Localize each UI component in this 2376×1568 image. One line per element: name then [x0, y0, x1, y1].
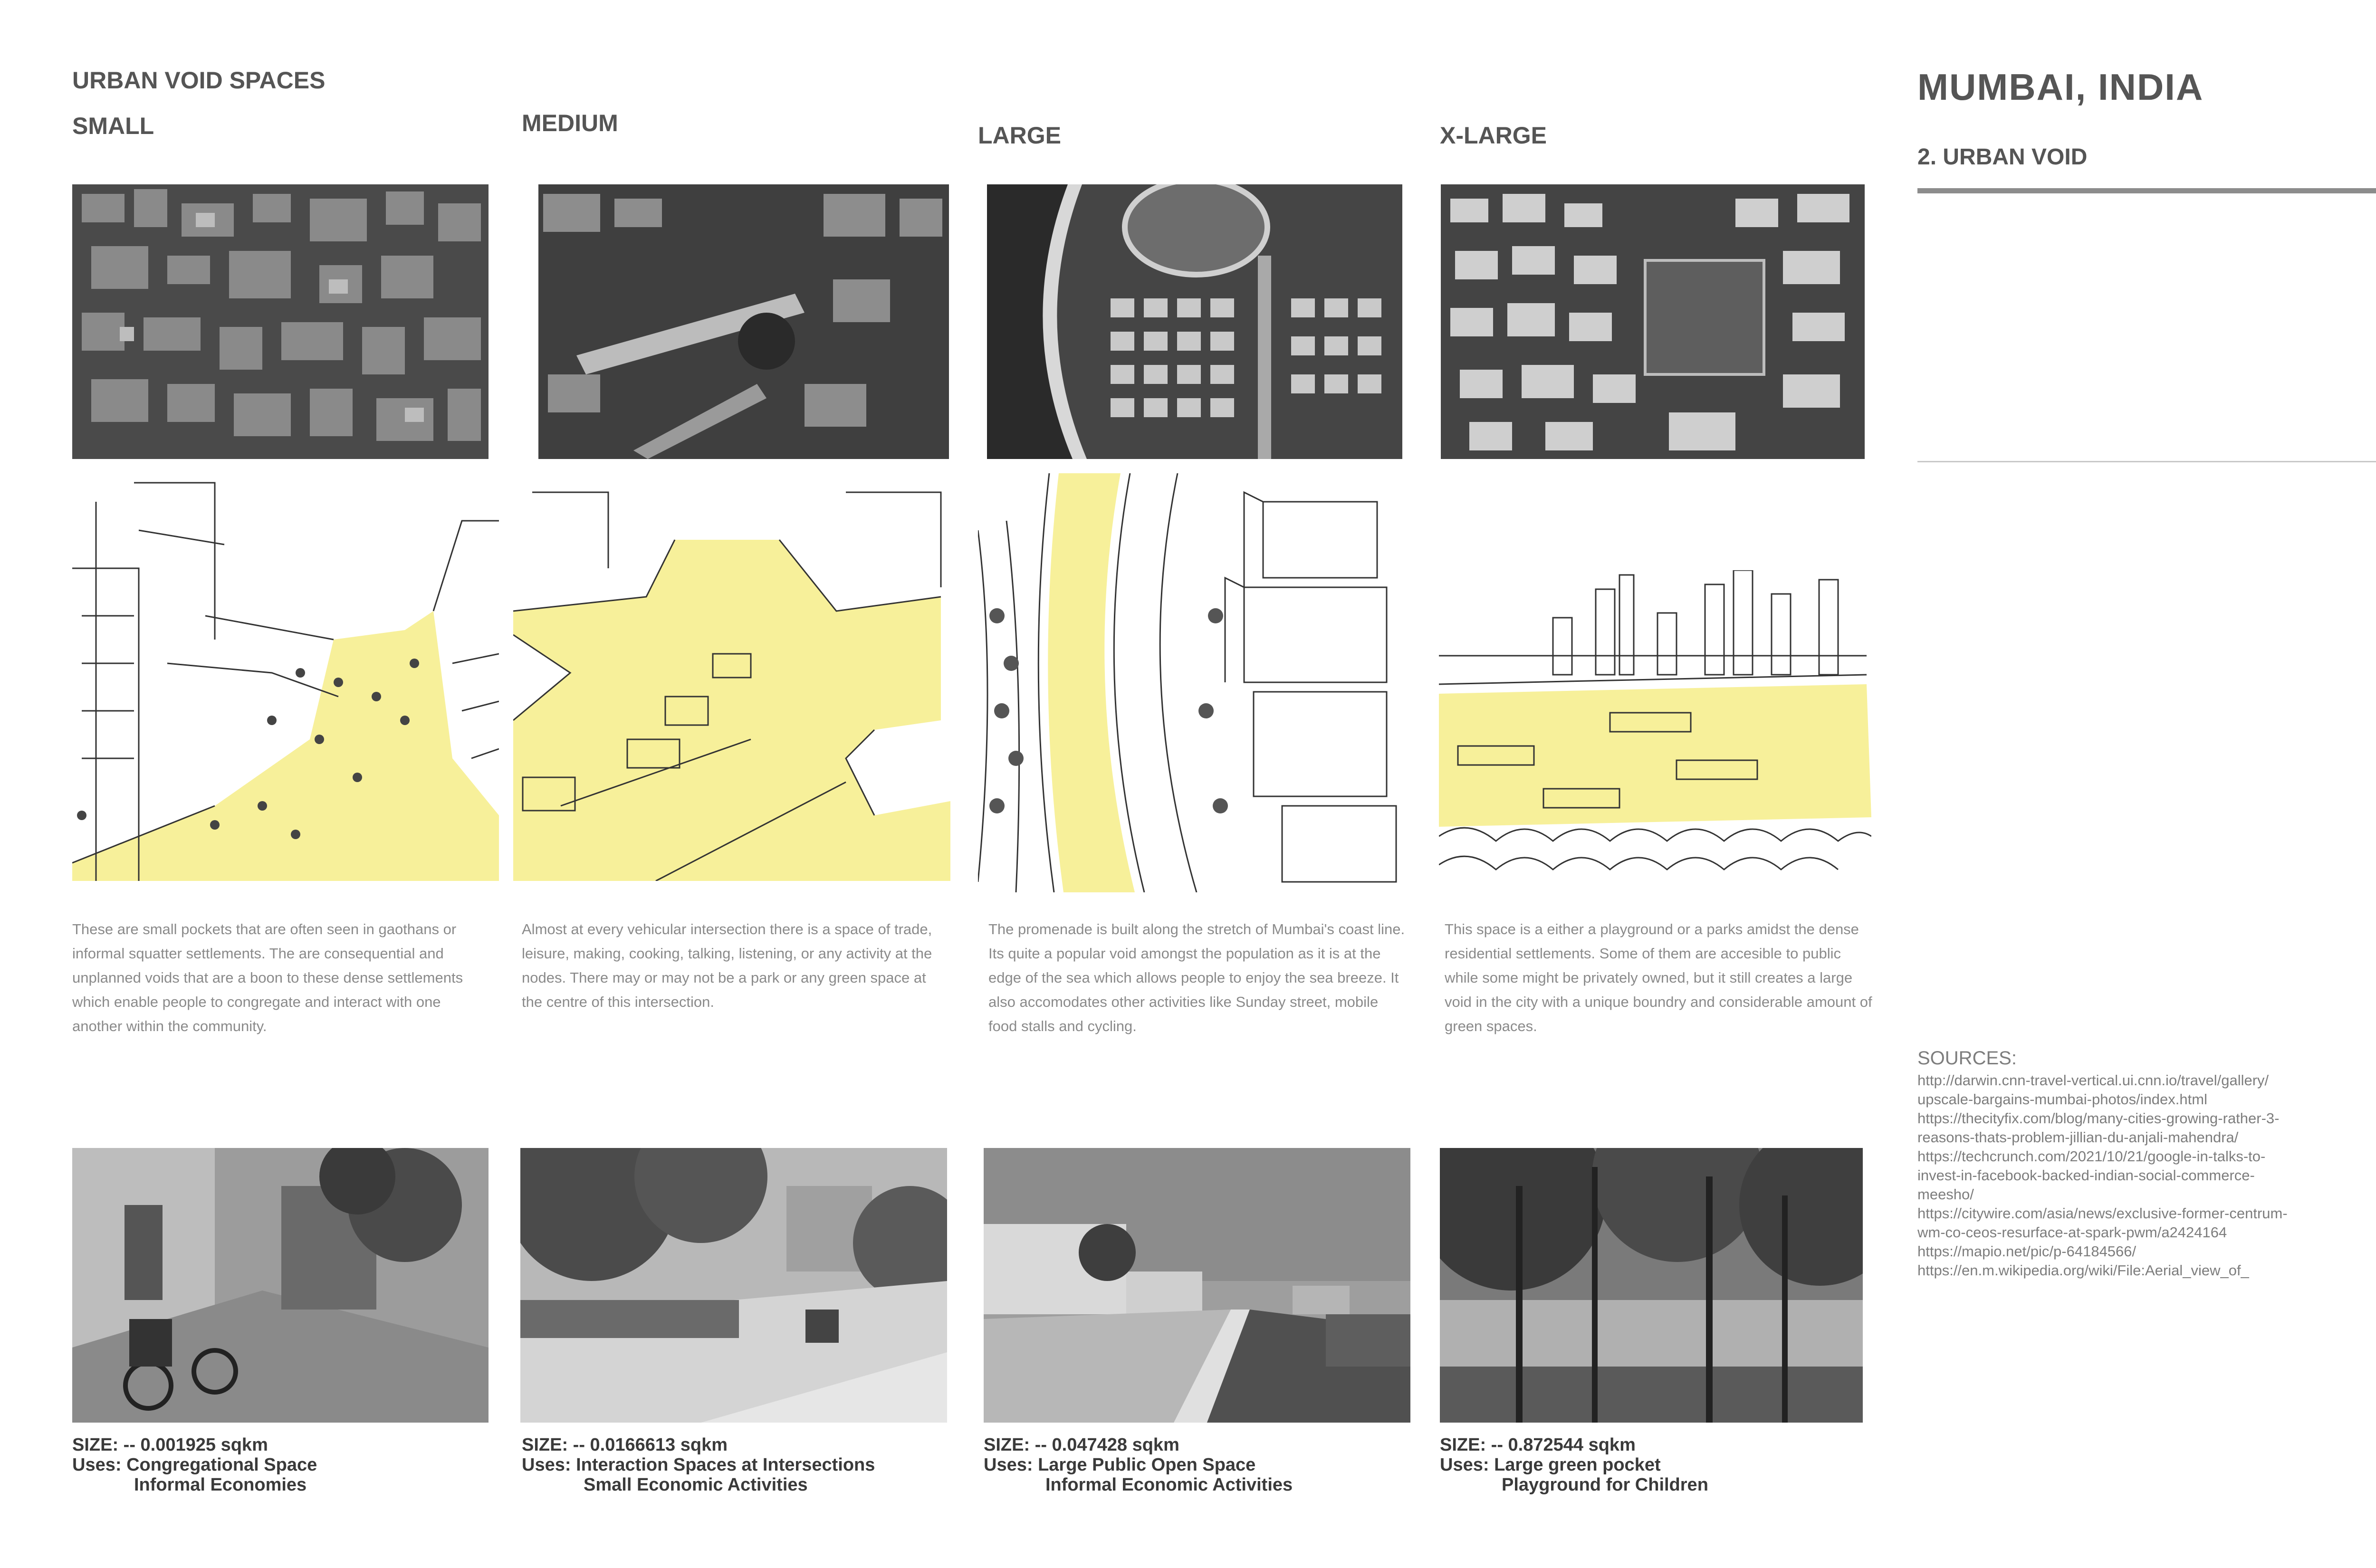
description-medium: Almost at every vehicular intersection there is a space of trade, leisure, making, cooking, talking, listening, or any activity at the nodes. There may or may not be a park or any green space at the centre of this intersection. — [522, 921, 932, 1010]
aerial-photo-medium — [538, 184, 949, 459]
aerial-photo-large — [987, 184, 1402, 459]
size-value: SIZE: -- 0.872544 sqkm — [1440, 1435, 1636, 1455]
category-xlarge-label: X-LARGE — [1440, 122, 1547, 149]
size-uses-medium — [522, 1435, 875, 1495]
size-uses-large — [984, 1435, 1293, 1495]
uses-label: Uses: — [1440, 1455, 1489, 1475]
use-item: Small Economic Activities — [584, 1475, 808, 1495]
use-item: Informal Economies — [134, 1475, 307, 1495]
size-value: SIZE: -- 0.001925 sqkm — [72, 1435, 268, 1455]
street-photo-medium — [520, 1148, 947, 1423]
divider-rule — [1917, 461, 2376, 462]
source-link[interactable]: wm-co-ceos-resurface-at-spark-pwm/a2424164 — [1917, 1224, 2227, 1241]
aerial-photo-small — [72, 184, 489, 459]
uses-label: Uses: — [984, 1455, 1033, 1475]
source-link[interactable]: https://citywire.com/asia/news/exclusive-former-centrum- — [1917, 1205, 2288, 1222]
source-link[interactable]: http://darwin.cnn-travel-vertical.ui.cnn.io/travel/gallery/ — [1917, 1072, 2269, 1089]
use-item: Playground for Children — [1502, 1475, 1708, 1495]
category-small-label: SMALL — [72, 113, 154, 139]
category-large-label: LARGE — [978, 122, 1061, 149]
use-item: Informal Economic Activities — [1045, 1475, 1293, 1495]
size-uses-xlarge — [1440, 1435, 1708, 1495]
size-value: SIZE: -- 0.047428 sqkm — [984, 1435, 1179, 1455]
city-title: MUMBAI, INDIA — [1917, 66, 2204, 108]
street-photo-xlarge — [1440, 1148, 1863, 1423]
size-uses-small — [72, 1435, 317, 1495]
sketch-large-void — [978, 473, 1405, 892]
title-rule — [1917, 188, 2376, 193]
size-value: SIZE: -- 0.0166613 sqkm — [522, 1435, 728, 1455]
section-subtitle: 2. URBAN VOID — [1917, 144, 2088, 170]
use-item: Congregational Space — [126, 1455, 317, 1475]
aerial-photo-xlarge — [1441, 184, 1865, 459]
uses-label: Uses: — [522, 1455, 571, 1475]
source-link[interactable]: invest-in-facebook-backed-indian-social-commerce- — [1917, 1167, 2255, 1184]
sketch-xlarge-void — [1439, 570, 1871, 889]
category-medium-label: MEDIUM — [522, 110, 618, 136]
uses-label: Uses: — [72, 1455, 122, 1475]
sources-block — [1917, 1048, 2376, 1280]
board-title: URBAN VOID SPACES — [72, 67, 326, 94]
use-item: Large green pocket — [1494, 1455, 1661, 1475]
use-item: Large Public Open Space — [1038, 1455, 1256, 1475]
source-link[interactable]: reasons-thats-problem-jillian-du-anjali-mahendra/ — [1917, 1129, 2239, 1146]
street-photo-small — [72, 1148, 489, 1423]
source-link[interactable]: https://techcrunch.com/2021/10/21/google-in-talks-to- — [1917, 1148, 2266, 1165]
source-link[interactable]: https://en.m.wikipedia.org/wiki/File:Aerial_view_of_ — [1917, 1262, 2249, 1279]
source-link[interactable]: meesho/ — [1917, 1186, 1974, 1203]
source-link[interactable]: https://thecityfix.com/blog/many-cities-growing-rather-3- — [1917, 1110, 2280, 1127]
street-photo-large — [984, 1148, 1410, 1423]
description-xlarge: This space is a either a playground or a parks amidst the dense residential settlements. Some of them are accesible to public while some might be privately owned, but it still creates a large void in the city with a unique boundry and considerable amount of green spaces. — [1445, 921, 1872, 1034]
sketch-medium-void — [513, 473, 964, 881]
sketch-small-void — [72, 473, 499, 881]
description-large: The promenade is built along the stretch of Mumbai's coast line. Its quite a popular void amongst the population as it is at the edge of the sea which allows people to enjoy the sea breeze. It also accomodates other activities like Sunday street, mobile food stalls and cycling. — [988, 921, 1405, 1034]
sources-heading: SOURCES: — [1917, 1048, 2017, 1069]
source-link[interactable]: https://mapio.net/pic/p-64184566/ — [1917, 1243, 2136, 1260]
description-small: These are small pockets that are often seen in gaothans or informal squatter settlements. The are consequential and unplanned voids that are a boon to these dense settlements which enable people to congregate and interact with one another within the community. — [72, 921, 463, 1034]
source-link[interactable]: upscale-bargains-mumbai-photos/index.html — [1917, 1091, 2207, 1108]
use-item: Interaction Spaces at Intersections — [576, 1455, 875, 1475]
